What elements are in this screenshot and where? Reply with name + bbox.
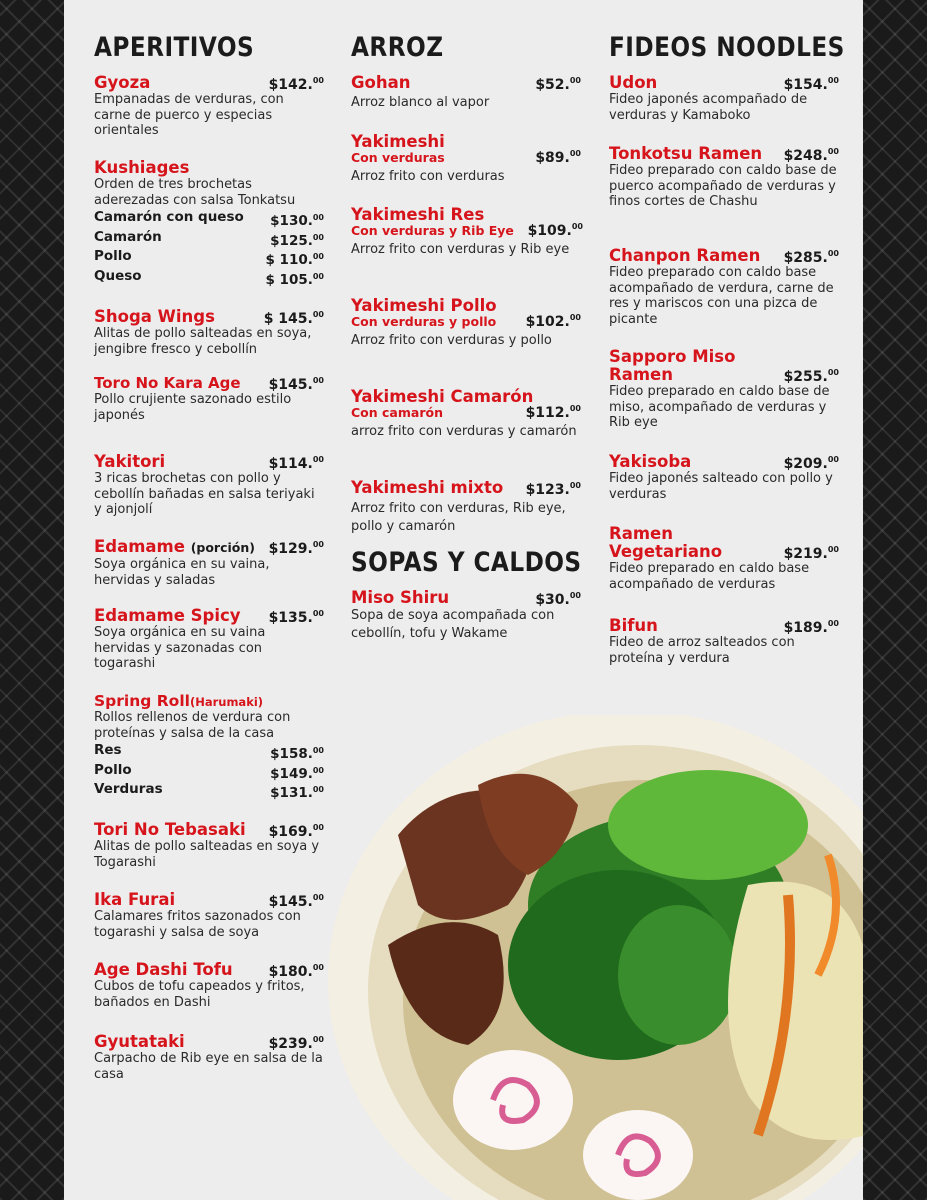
item-description: Empanadas de verduras, con carne de puerco y especias orientales [94,92,284,138]
menu-panel [64,0,863,1200]
item-name: Udon [609,73,658,92]
item-name: Shoga Wings [94,307,215,326]
item-name: Gyutataki [94,1032,185,1051]
menu-item [94,821,324,870]
menu-item [609,617,839,666]
item-price: $142.00 [268,76,324,93]
menu-item [351,297,581,350]
item-price: $89.00 [535,149,581,166]
item-price: $209.00 [783,455,839,472]
item-price: $145.00 [268,376,324,393]
menu-item [609,247,839,327]
item-name: Edamame (porción) [94,537,255,556]
item-price: $219.00 [783,545,839,562]
item-price: $123.00 [525,481,581,498]
item-variant: Camarón con queso $130.00 [94,209,324,229]
item-description: Soya orgánica en su vaina, hervidas y saladas [94,557,270,588]
item-description: Arroz frito con verduras [351,169,505,184]
item-description: Fideo de arroz salteados con proteína y verdura [609,635,795,666]
item-description: Arroz frito con verduras y pollo [351,333,552,348]
menu-item [94,607,324,672]
menu-item [94,538,324,588]
item-price: $112.00 [525,404,581,421]
item-variant: Camarón $125.00 [94,228,324,249]
menu-item [609,453,839,502]
item-variant: Queso $ 105.00 [94,267,324,288]
item-price: $169.00 [268,823,324,840]
item-name: Age Dashi Tofu [94,960,233,979]
item-description: 3 ricas brochetas con pollo y cebollín bañadas en salsa teriyaki y ajonjolí [94,471,315,517]
item-name: Yakisoba [609,452,692,471]
section-title-sopas: SOPAS Y CALDOS [351,547,582,578]
menu-item [94,308,324,357]
item-name: Tori No Tebasaki [94,820,246,839]
item-variant: Pollo $ 110.00 [94,248,324,268]
item-subtitle: Con verduras y pollo [351,314,497,329]
item-name: Yakimeshi Pollo [351,296,497,315]
section-title-aperitivos: APERITIVOS [94,32,255,63]
menu-item [94,74,324,139]
item-name: Ramen Vegetariano [609,524,723,561]
item-variant: Res $158.00 [94,742,324,762]
item-name: Bifun [609,616,658,635]
item-description: Sopa de soya acompañada con cebollín, tofu y Wakame [351,608,555,641]
item-variant: Verduras $131.00 [94,781,324,801]
item-subtitle: Con verduras [351,150,445,165]
left-border-pattern [0,0,64,1200]
item-name: Miso Shiru [351,588,450,607]
item-description: Soya orgánica en su vaina hervidas y sazonadas con togarashi [94,625,266,671]
item-price: $129.00 [268,540,324,557]
item-name: Chanpon Ramen [609,246,761,265]
menu-item [351,206,581,259]
ramen-bowl-photo [328,715,863,1200]
item-description: Alitas de pollo salteadas en soya, jengibre fresco y cebollín [94,326,312,357]
item-price: $154.00 [783,76,839,93]
item-price: $ 145.00 [263,310,324,327]
menu-item [94,1033,324,1082]
item-price: $109.00 [527,222,583,239]
item-name: Spring Roll(Harumaki) [94,692,264,710]
item-description: Rollos rellenos de verdura con proteínas y salsa de la casa [94,710,291,741]
menu-item [609,348,839,431]
menu-item [94,159,324,286]
item-description: Alitas de pollo salteadas en soya y Togarashi [94,839,320,870]
item-price: $180.00 [268,963,324,980]
item-description: Fideo preparado en caldo base de miso, acompañado de verduras y Rib eye [609,384,830,430]
item-name: Yakimeshi [351,132,445,151]
item-subtitle: Con verduras y Rib Eye [351,223,514,238]
section-title-fideos: FIDEOS NOODLES [609,32,845,63]
item-subtitle: Con camarón [351,405,443,420]
item-price: $30.00 [535,591,581,608]
right-border-pattern [863,0,927,1200]
item-name: Yakimeshi mixto [351,478,504,497]
item-description: Arroz frito con verduras y Rib eye [351,242,570,257]
menu-item [351,388,581,441]
menu-item [609,145,839,210]
item-price: $255.00 [783,368,839,385]
section-title-arroz: ARROZ [351,32,444,63]
menu-item [351,133,581,185]
item-description: arroz frito con verduras y camarón [351,424,577,439]
item-price: $114.00 [268,455,324,472]
item-name: Sapporo Miso Ramen [609,347,736,384]
item-description: Calamares fritos sazonados con togarashi y salsa de soya [94,909,301,940]
item-price: $135.00 [268,609,324,626]
item-name: Edamame Spicy [94,606,241,625]
item-price: $248.00 [783,147,839,164]
item-price: $52.00 [535,76,581,93]
menu-item [609,74,839,123]
item-description: Carpacho de Rib eye en salsa de la casa [94,1051,323,1082]
item-name: Gohan [351,73,411,92]
item-description: Orden de tres brochetas aderezadas con salsa Tonkatsu [94,177,296,208]
item-price: $189.00 [783,619,839,636]
menu-item [351,589,581,642]
item-name: Tonkotsu Ramen [609,144,763,163]
menu-item [609,525,839,592]
menu-item [94,961,324,1010]
item-description: Arroz blanco al vapor [351,95,490,110]
item-price: $239.00 [268,1035,324,1052]
item-price: $102.00 [525,313,581,330]
item-name: Kushiages [94,158,190,177]
menu-item [94,453,324,518]
item-name: Gyoza [94,73,151,92]
item-price: $145.00 [268,893,324,910]
menu-item [351,74,581,111]
menu-item [94,374,324,423]
item-name: Ika Furai [94,890,176,909]
item-description: Fideo japonés salteado con pollo y verduras [609,471,833,502]
item-description: Cubos de tofu capeados y fritos, bañados en Dashi [94,979,305,1010]
item-name: Yakimeshi Camarón [351,387,534,406]
item-description: Fideo preparado en caldo base acompañado de verduras [609,561,810,592]
item-name: Toro No Kara Age [94,374,241,392]
menu-item [94,692,324,800]
item-name: Yakimeshi Res [351,205,485,224]
menu-item [94,891,324,940]
item-description: Pollo crujiente sazonado estilo japonés [94,392,292,423]
item-description: Fideo japonés acompañado de verduras y Kamaboko [609,92,808,123]
item-variant: Pollo $149.00 [94,761,324,782]
item-description: Arroz frito con verduras, Rib eye, pollo y camarón [351,501,566,534]
item-price: $285.00 [783,249,839,266]
item-name: Yakitori [94,452,166,471]
item-description: Fideo preparado con caldo base de puerco acompañado de verduras y finos cortes de Chashu [609,163,837,209]
menu-item [351,479,581,536]
item-description: Fideo preparado con caldo base acompañado de verdura, carne de res y mariscos con una pizca de picante [609,265,834,327]
